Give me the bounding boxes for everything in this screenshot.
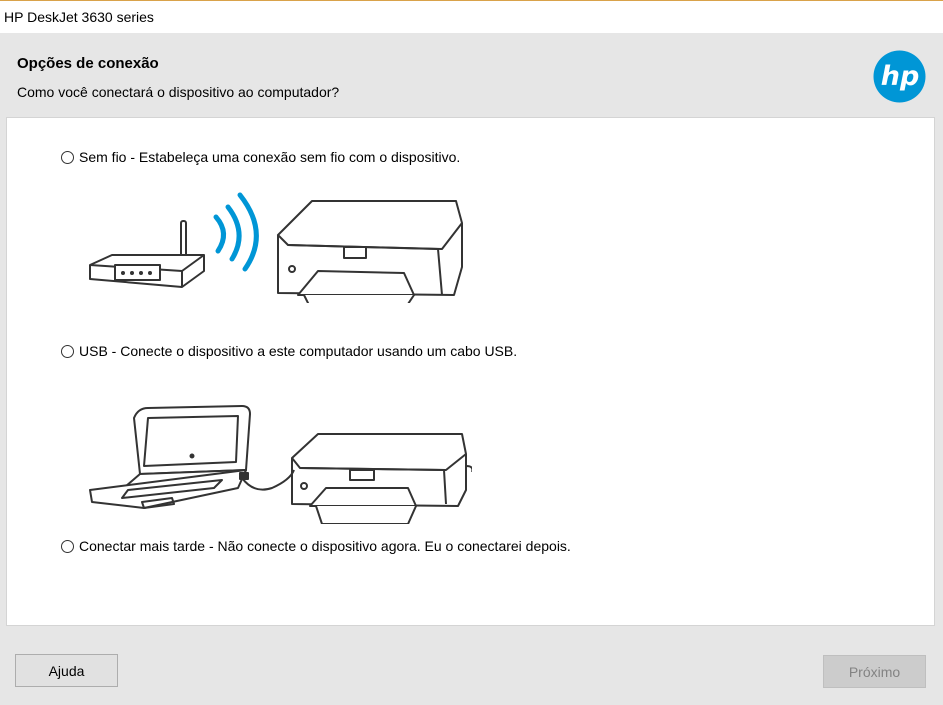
hp-logo-text: hp	[880, 61, 920, 92]
option-usb[interactable]	[61, 343, 517, 359]
page-title: Opções de conexão	[17, 55, 159, 72]
laptop-usb-printer-icon	[82, 384, 472, 524]
option-later-label: Conectar mais tarde - Não conecte o dispositivo agora. Eu o conectarei depois.	[79, 538, 571, 554]
radio-later[interactable]	[61, 540, 74, 553]
option-usb-label: USB - Conecte o dispositivo a este computador usando um cabo USB.	[79, 343, 518, 359]
option-wireless[interactable]	[61, 149, 460, 165]
option-later[interactable]	[61, 538, 571, 554]
help-button[interactable]: Ajuda	[15, 654, 118, 687]
next-button[interactable]: Próximo	[823, 655, 926, 688]
option-wireless-label: Sem fio - Estabeleça uma conexão sem fio com o dispositivo.	[79, 149, 461, 165]
router-wireless-printer-icon	[82, 183, 472, 303]
page-subtitle: Como você conectará o dispositivo ao computador?	[17, 84, 340, 100]
window-title: HP DeskJet 3630 series	[4, 9, 154, 25]
hp-logo-icon	[873, 50, 926, 103]
radio-wireless[interactable]	[61, 151, 74, 164]
radio-usb[interactable]	[61, 345, 74, 358]
title-bar	[0, 1, 943, 33]
options-panel	[6, 117, 935, 626]
